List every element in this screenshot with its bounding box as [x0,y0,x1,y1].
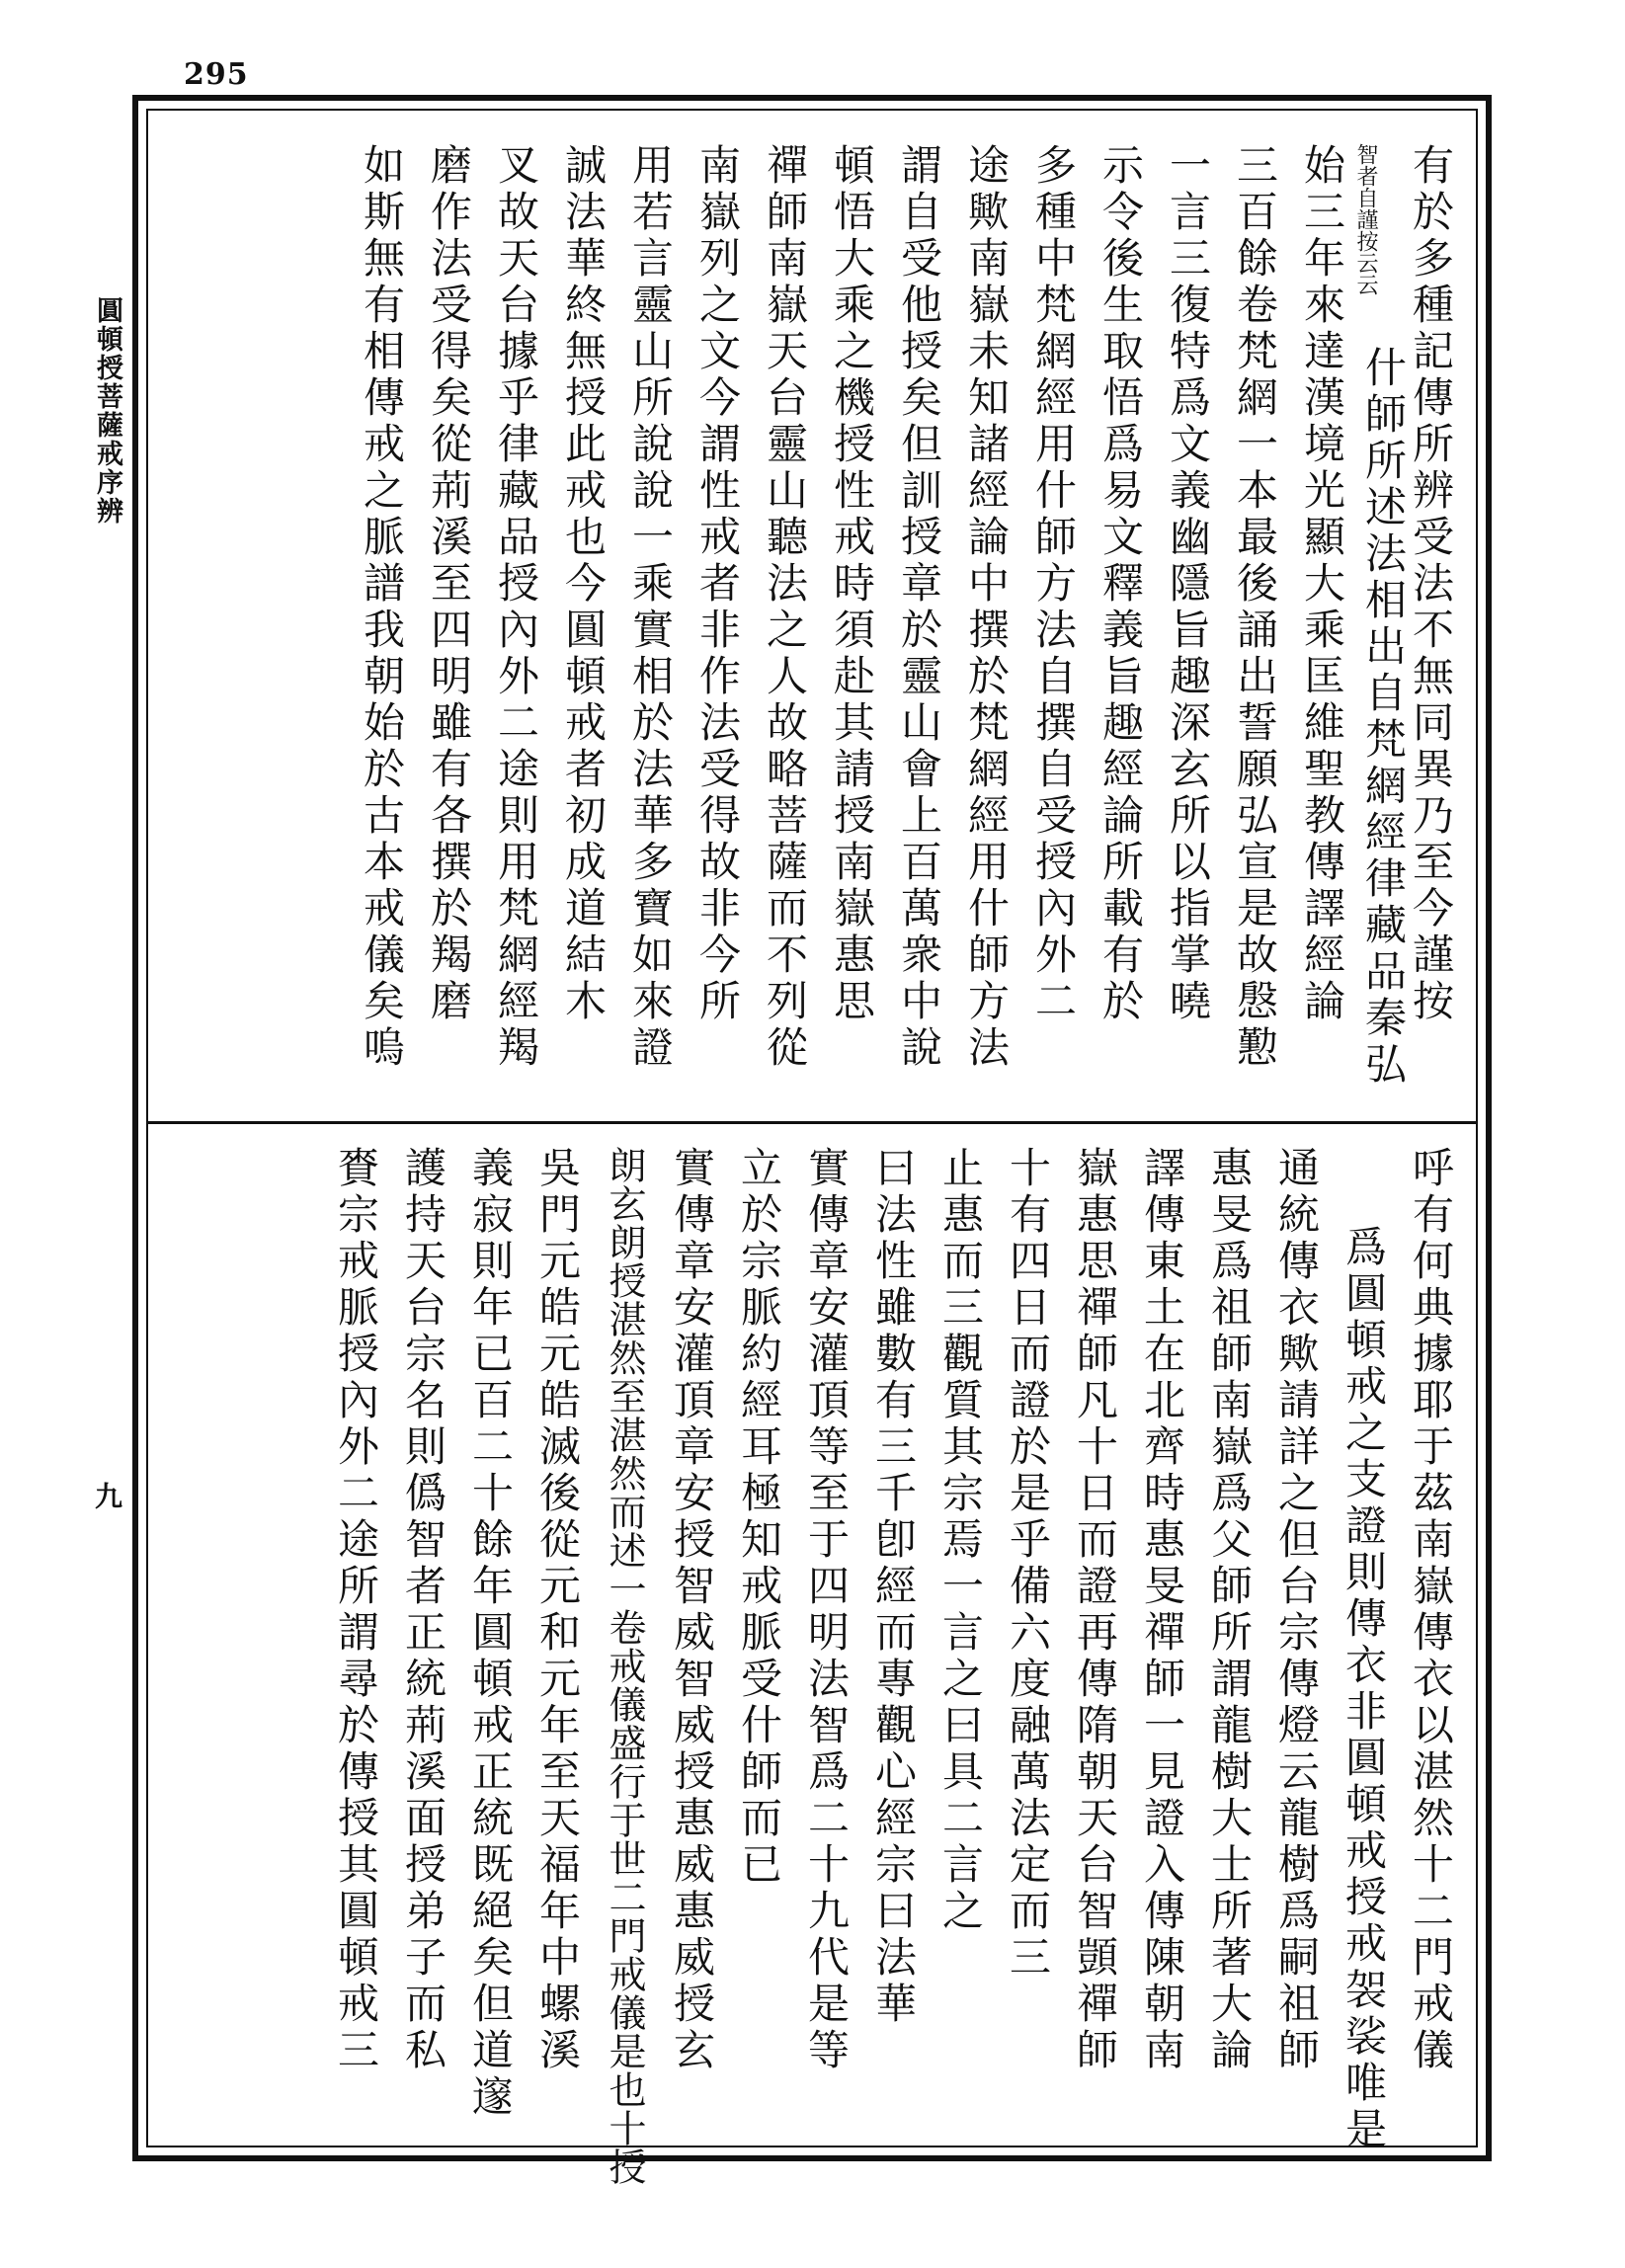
upper-column: 示令後生取悟爲易文釋義旨趣經論所載有於 [1097,143,1145,1025]
upper-column: 有於多種記傳所辨受法不無同異乃至今謹按 [1407,143,1455,1025]
lower-column: 曰法性雖數有三千卽經而專觀心經宗曰法華 [869,1146,918,2028]
upper-column: 用若言靈山所說說一乘實相於法華多寶如來證 [626,143,675,1072]
lower-column: 護持天台宗名則僞智者正統荊溪面授弟子而私 [399,1146,447,2074]
upper-column: 一言三復特爲文義幽隱旨趣深玄所以指掌曉 [1164,143,1212,1025]
lower-column: 義寂則年已百二十餘年圓頓戒正統既絕矣但道邃 [466,1146,515,2121]
upper-column: 禪師南嶽天台靈山聽法之人故略菩薩而不列從 [761,143,809,1072]
lower-column: 立於宗脈約經耳極知戒脈受什師而已 [735,1146,783,1889]
side-title: 圓頓授菩薩戒序辨 [92,296,122,526]
upper-column: 如斯無有相傳戒之脈譜我朝始於古本戒儀矣嗚 [358,143,406,1072]
lower-column: 惠旻爲祖師南嶽爲父師所謂龍樹大士所著大論 [1205,1146,1254,2074]
lower-column: 十有四日而證於是乎備六度融萬法定而三 [1004,1146,1052,1982]
upper-column: 誠法華終無授此戒也今圓頓戒者初成道結木 [559,143,608,1025]
upper-column: 磨作法受得矣從荊溪至四明雖有各撰於羯磨 [425,143,473,1025]
page-number: 295 [184,57,249,92]
upper-column: 南嶽列之文今謂性戒者非作法受得故非今所 [693,143,742,1025]
upper-column: 頓悟大乘之機授性戒時須赴其請授南嶽惠思 [828,143,876,1025]
upper-column-note: 智者自謹按云云 [1353,143,1378,295]
upper-column: 謂自受他授矣但訓授章於靈山會上百萬衆中說 [895,143,943,1072]
lower-column: 通統傳衣歟請詳之但台宗傳燈云龍樹爲嗣祖師 [1272,1146,1321,2074]
upper-column: 什師所述法相出自梵網經律藏品秦弘 [1359,346,1408,1089]
upper-column: 多種中梵網經用什師方法自撰自受授內外二 [1029,143,1078,1025]
lower-column: 嶽惠思禪師凡十日而證再傳隋朝天台智顗禪師 [1071,1146,1119,2074]
lower-column: 止惠而三觀質其宗焉一言之曰具二言之 [936,1146,985,1935]
lower-column: 爲圓頓戒之支證則傳衣非圓頓戒授戒袈裟唯是 [1340,1225,1388,2153]
lower-column: 實傳章安灌頂章安授智威智威授惠威惠威授玄 [668,1146,716,2074]
upper-column: 途歟南嶽未知諸經論中撰於梵網經用什師方法 [962,143,1011,1072]
upper-column: 叉故天台據乎律藏品授內外二途則用梵網經羯 [492,143,540,1072]
lower-column: 吳門元皓元皓滅後從元和元年至天福年中螺溪 [533,1146,582,2074]
upper-column: 三百餘卷梵網一本最後誦出誓願弘宣是故慇懃 [1231,143,1279,1072]
lower-column: 賚宗戒脈授內外二途所謂尋於傳授其圓頓戒三 [332,1146,380,2074]
fold-number: 九 [91,1482,123,1509]
section-divider [146,1121,1478,1124]
lower-column: 譯傳東土在北齊時惠旻禪師一見證入傳陳朝南 [1138,1146,1186,2074]
upper-column: 始三年來達漢境光顯大乘匡維聖教傳譯經論 [1298,143,1346,1025]
lower-column: 實傳章安灌頂等至于四明法智爲二十九代是等 [802,1146,851,2074]
lower-column: 朗玄朗授湛然至湛然而述一卷戒儀盛行于世二門戒儀是也十授 [603,1146,646,2186]
lower-column: 呼有何典據耶于茲南嶽傳衣以湛然十二門戒儀 [1407,1146,1455,2074]
